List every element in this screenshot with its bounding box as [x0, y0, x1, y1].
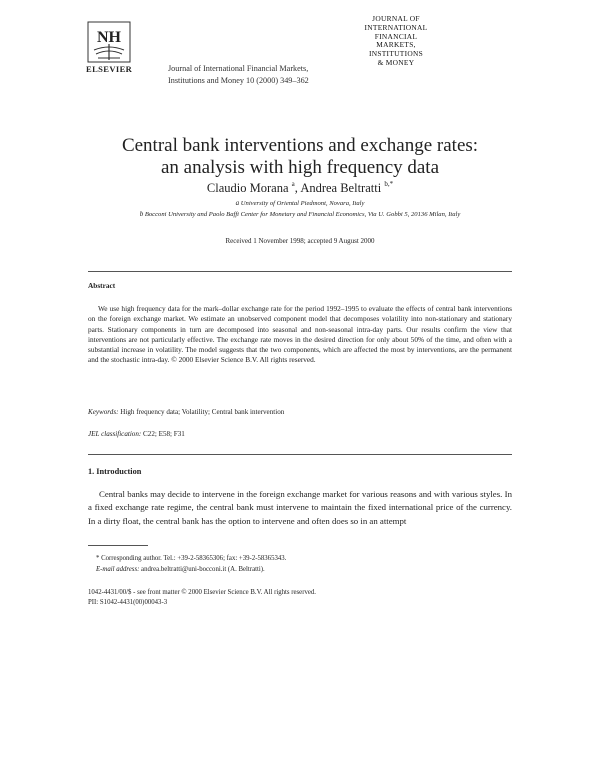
- title-line: an analysis with high frequency data: [160, 157, 440, 178]
- section-paragraph: Central banks may decide to intervene in the foreign exchange market for various reasons and with various styles. In a fixed exchange rate regime, the central bank must intervene to maintain the fixed international price of the currency. In a dirty float, the central bank has the option to intervene and often does so in an attempt: [88, 489, 512, 526]
- journal-logo-line: & MONEY: [377, 57, 415, 67]
- email-address: andrea.beltratti@uni-bocconi.it (A. Beltratti).: [139, 566, 265, 573]
- footnote: * Corresponding author. Tel.: +39-2-58365306; fax: +39-2-58365343.: [96, 555, 287, 562]
- author-name: Andrea Beltratti: [300, 181, 382, 195]
- title-line: Central bank interventions and exchange rates:: [121, 135, 479, 156]
- author-affil-marker: b,*: [384, 180, 394, 188]
- journal-logo-line: FINANCIAL: [374, 31, 418, 41]
- publisher-name: ELSEVIER: [86, 64, 133, 74]
- keywords: [88, 408, 512, 416]
- keywords-label: Keywords:: [88, 408, 119, 416]
- footnote-rule: [88, 545, 148, 546]
- issn-line: 1042-4431/00/$ - see front matter © 2000 Elsevier Science B.V. All rights reserved.: [88, 589, 316, 596]
- affil-text: Bocconi University and Paolo Baffi Center for Monetary and Financial Economics, Via U. Gobbi 5, 20136 Milan, Italy: [144, 211, 461, 218]
- affil-marker: b: [139, 210, 144, 218]
- journal-ref-line: Journal of International Financial Markets,: [168, 64, 309, 73]
- keywords-text: High frequency data; Volatility; Central bank intervention: [118, 408, 285, 416]
- abstract-heading: Abstract: [88, 281, 116, 290]
- divider: [88, 271, 512, 272]
- abstract-text: We use high frequency data for the mark–dollar exchange rate for the period 1992–1995 to evaluate the effects of central bank interventions on the foreign exchange market. We estimate an unobserved component model that decomposes volatility into non-stationary and stationary parts. Stationary components in turn are decomposed into seasonal and non-seasonal intra-day parts. Our results confirm the view that interventions are not particularly effective. The exchange rate moves in the desired direction for only about 50% of the time, and often with a substantial increase in volatility. The model suggests that the two components, which are affected the most by interventions, are the permanent and the stochastic intra-day. © 2000 Elsevier Science B.V. All rights reserved.: [88, 304, 512, 365]
- affiliation: [0, 200, 600, 208]
- journal-logo-line: INTERNATIONAL: [364, 22, 428, 32]
- publisher-logo: [86, 20, 136, 74]
- article-title: [0, 135, 600, 179]
- author-affil-marker: a: [291, 180, 295, 188]
- author-name: Claudio Morana: [206, 181, 289, 195]
- affil-text: University of Oriental Piedmont, Novara, Italy: [240, 200, 365, 207]
- affiliation: [88, 210, 512, 220]
- elsevier-tree-logo-icon: [86, 20, 132, 64]
- journal-reference: [168, 63, 309, 87]
- journal-logo: [351, 15, 441, 68]
- section-heading: 1. Introduction: [88, 467, 142, 476]
- jel-label: JEL classification:: [88, 430, 142, 438]
- journal-logo-line: INSTITUTIONS: [368, 49, 424, 59]
- journal-logo-line: JOURNAL OF: [372, 14, 420, 23]
- author-list: [0, 181, 600, 196]
- journal-ref-line: Institutions and Money 10 (2000) 349–362: [168, 76, 309, 85]
- affil-marker: a: [235, 199, 240, 207]
- jel-codes: C22; E58; F31: [141, 430, 185, 438]
- publisher-logo-text: NH: [97, 29, 121, 46]
- footnote-email: [96, 566, 512, 573]
- received-dates: Received 1 November 1998; accepted 9 August 2000: [225, 237, 375, 245]
- pii-line: PII: S1042-4431(00)00043-3: [88, 599, 168, 606]
- author-separator: ,: [294, 181, 301, 195]
- journal-logo-line: MARKETS,: [376, 40, 416, 50]
- jel-classification: [88, 430, 512, 438]
- email-label: E-mail address:: [96, 566, 140, 573]
- divider: [88, 454, 512, 455]
